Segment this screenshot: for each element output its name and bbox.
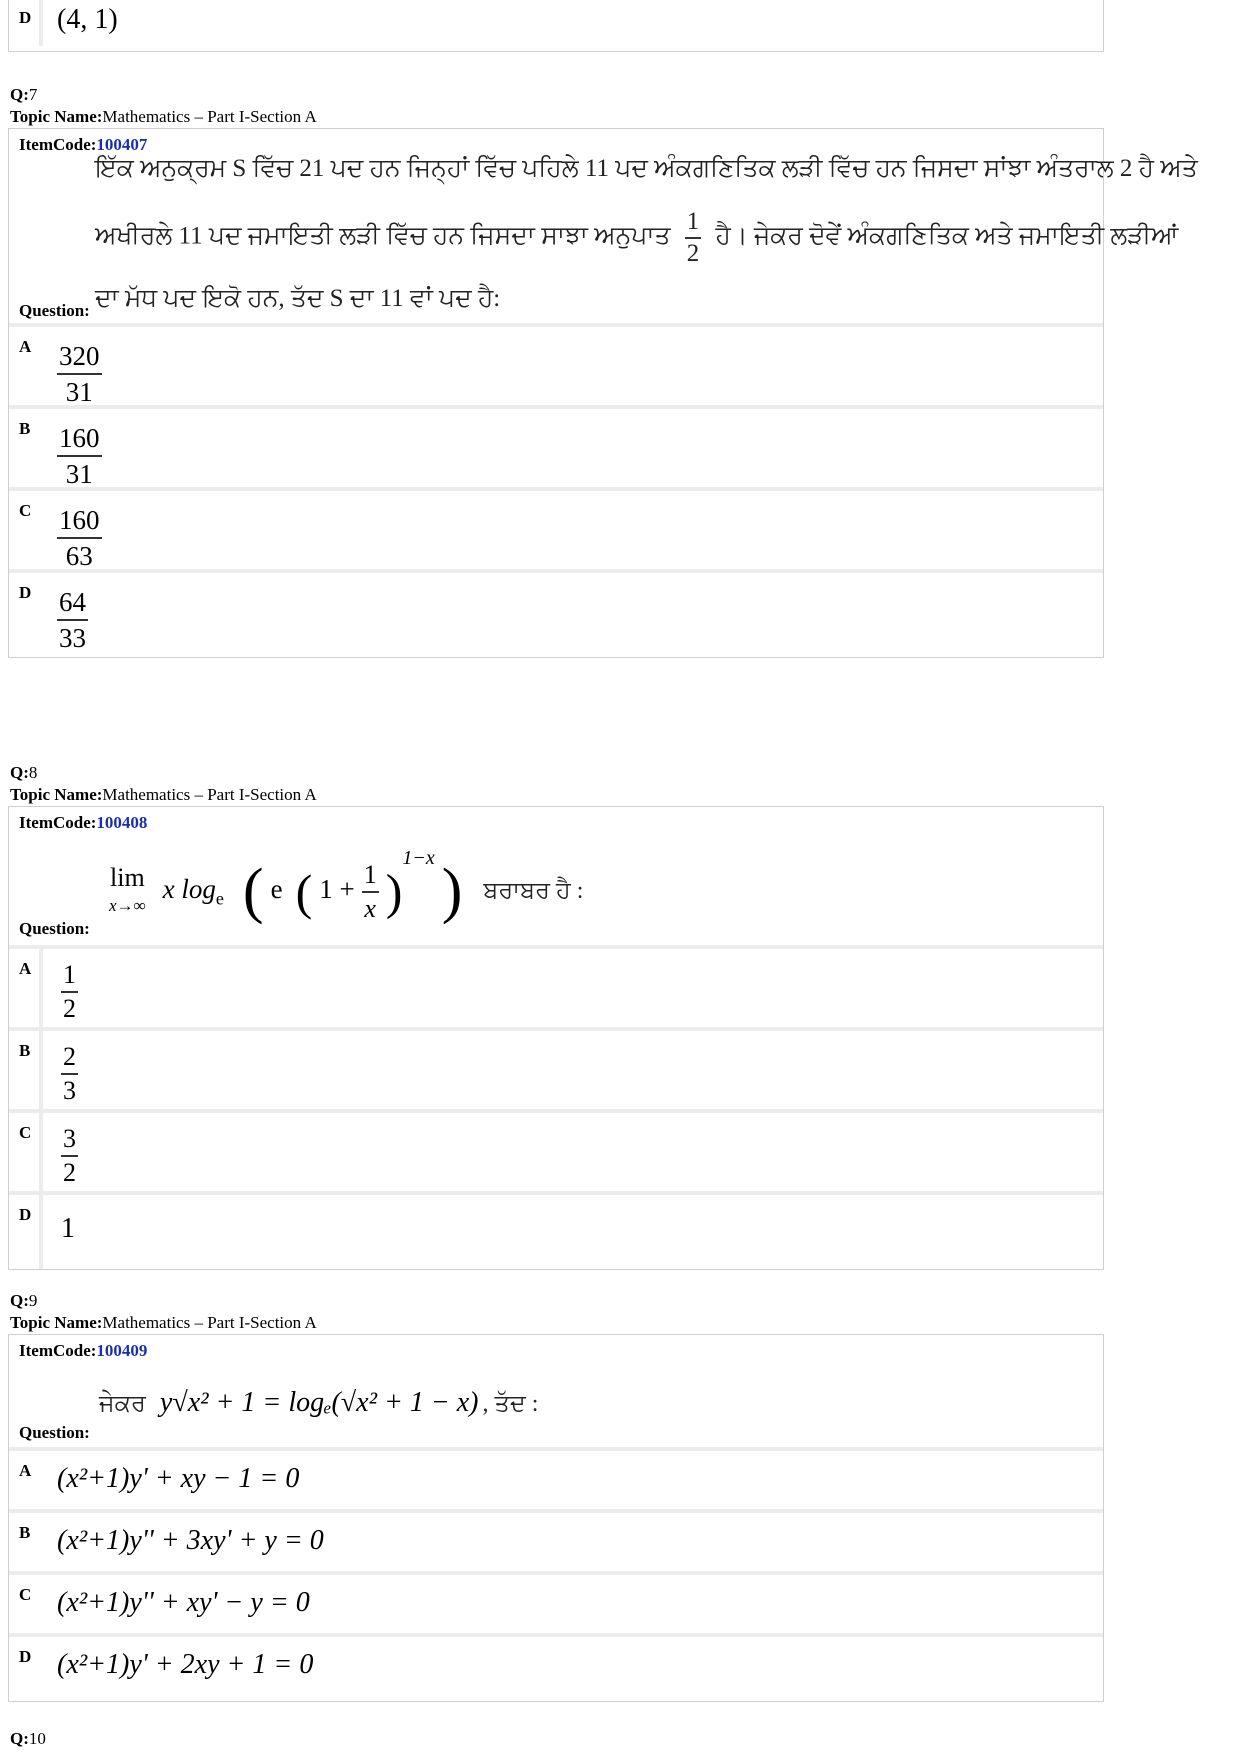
topic-name: Mathematics – Part I-Section A [102,785,317,804]
question-number: 10 [28,1729,46,1748]
question-formula: lim x→∞ x $\log_e$ ( e ( 1 + $\frac{1}{x}$ )$^{1-x}$ ) ਬਰਾਬਰ ਹੈ : [109,847,584,926]
question-header: Q:10 [10,1729,46,1748]
option-row[interactable] [9,949,1103,1031]
option-value: $\frac{64}{33}$ [59,587,86,653]
question-text: ਇੱਕ ਅਨੁਕ੍ਰਮ S ਵਿੱਚ 21 ਪਦ ਹਨ ਜਿਨ੍ਹਾਂ ਵਿੱਚ ਪਹਿਲੇ 11 ਪਦ ਅੰਕਗਣਿਤਿਕ ਲੜੀ ਵਿੱਚ ਹਨ ਜਿਸਦਾ ਸਾਂਝਾ ਅੰਤਰਾਲ 2 ਹੈ ਅਤੇ [95,155,1198,182]
item-code: ItemCode:100407 [19,135,148,154]
option-row[interactable] [9,1575,1103,1637]
option-row[interactable] [9,1031,1103,1113]
question-header: Q:9 Topic Name:Mathematics – Part I-Section A [10,1291,317,1332]
item-code: ItemCode:100408 [19,813,148,832]
option-value: $\frac{320}{31}$ [59,341,100,407]
option-row[interactable] [9,1451,1103,1513]
option-row[interactable] [9,1637,1103,1701]
option-value: (4, 1) [57,4,118,35]
question-header: Q:8 Topic Name:Mathematics – Part I-Section A [10,763,317,804]
option-value: (x²+1)y'' + 3xy' + y = 0 [57,1525,324,1556]
option-value: $\frac{160}{31}$ [59,423,100,489]
question-card [8,1334,1104,1702]
option-row[interactable] [9,409,1103,491]
option-label: A [19,1461,32,1480]
question-number: 9 [28,1291,38,1310]
prev-option-box [8,0,1104,52]
option-row[interactable] [9,1513,1103,1575]
option-label: A [19,959,32,978]
option-label: B [19,1041,31,1060]
option-value: $\frac{2}{3}$ [63,1042,76,1105]
question-formula: ਜੇਕਰ y√x² + 1 = logₑ(√x² + 1 − x) , ਤੱਦ : [99,1387,539,1418]
option-value: (x²+1)y'' + xy' − y = 0 [57,1587,310,1618]
topic-name: Mathematics – Part I-Section A [102,1313,317,1332]
option-label: D [19,583,32,602]
option-row[interactable] [9,1113,1103,1195]
option-label: B [19,419,31,438]
option-label: B [19,1523,31,1542]
option-label: D [19,8,32,27]
option-value: $\frac{1}{2}$ [63,960,76,1023]
question-card [8,128,1198,658]
question-label: Question: [19,919,90,938]
option-row[interactable] [9,1195,1103,1269]
option-row[interactable] [9,327,1103,409]
option-value: (x²+1)y' + xy − 1 = 0 [57,1463,300,1494]
question-number: 7 [28,85,38,104]
option-label: C [19,1123,32,1142]
question-text: ਅਖੀਰਲੇ 11 ਪਦ ਜਮਾਇਤੀ ਲੜੀ ਵਿੱਚ ਹਨ ਜਿਸਦਾ ਸਾਝਾ ਅਨੁਪਾਤ $\frac{1}{2}$ ਹੈ। ਜੇਕਰ ਦੋਵੇਂ ਅੰਕਗਣਿਤਿਕ ਅਤੇ ਜਮਾਇਤੀ ਲੜੀਆਂ [95,208,1179,267]
option-label: D [19,1647,32,1666]
question-label: Question: [19,1423,90,1442]
item-code: ItemCode:100409 [19,1341,148,1360]
option-value: (x²+1)y' + 2xy + 1 = 0 [57,1649,314,1680]
question-number: 8 [28,763,38,782]
option-row[interactable] [9,573,1103,657]
option-label: C [19,1585,32,1604]
option-label: C [19,501,32,520]
option-value: $\frac{160}{63}$ [59,505,100,571]
question-label: Question: [19,301,90,320]
topic-name: Mathematics – Part I-Section A [102,107,317,126]
question-text: ਦਾ ਮੱਧ ਪਦ ਇਕੋ ਹਨ, ਤੱਦ S ਦਾ 11 ਵਾਂ ਪਦ ਹੈ: [95,285,501,312]
question-card [8,806,1104,1270]
option-value: 1 [61,1213,75,1244]
option-label: D [19,1205,32,1224]
question-header: Q:7 Topic Name:Mathematics – Part I-Section A [10,85,317,126]
option-value: $\frac{3}{2}$ [63,1124,76,1187]
option-row[interactable] [9,491,1103,573]
option-label: A [19,337,32,356]
